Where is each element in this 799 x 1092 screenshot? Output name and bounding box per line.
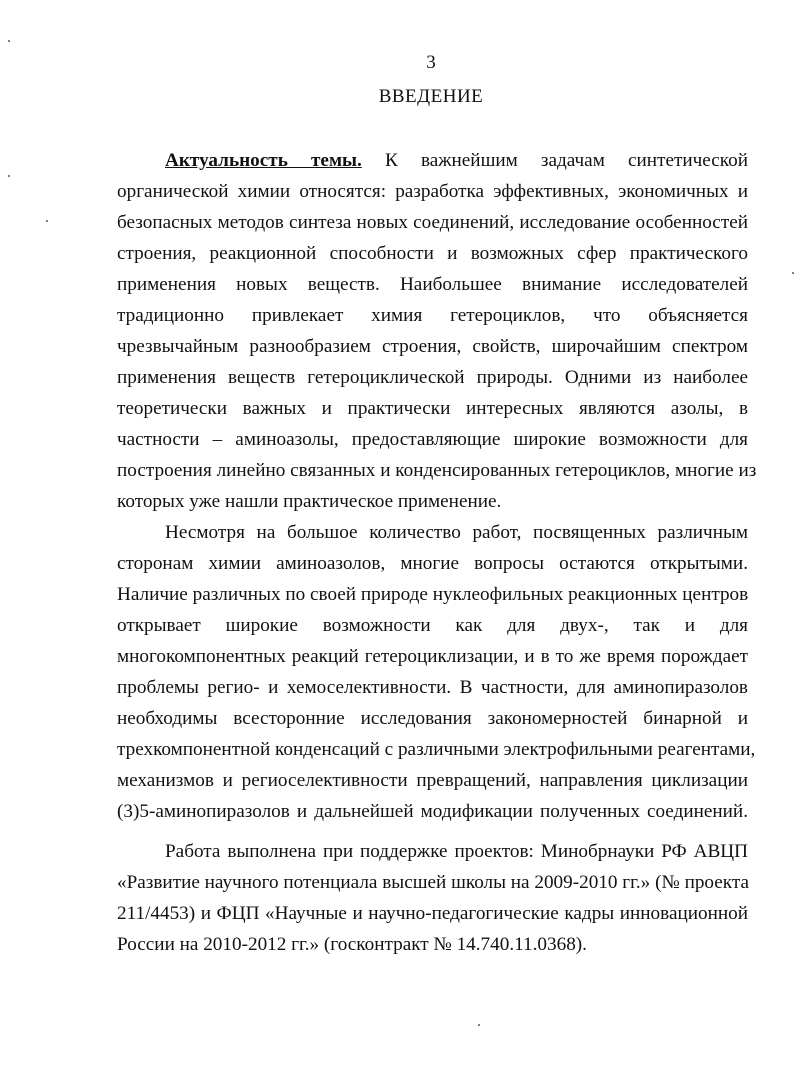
topic-relevance-label: Актуальность темы. <box>165 150 362 171</box>
paragraph-1-line-1: Актуальность темы. К важнейшим задачам синтетической <box>165 150 748 171</box>
paragraph-1-line-4: строения, реакционной способности и возможных сфер практического <box>117 243 748 264</box>
paragraph-2-line-5: многокомпонентных реакций гетероциклизации, и в то же время порождает <box>117 646 748 667</box>
paragraph-2-line-6: проблемы регио- и хемоселективности. В частности, для аминопиразолов <box>117 677 748 698</box>
paragraph-3-line-2: «Развитие научного потенциала высшей школы на 2009-2010 гг.» (№ проекта <box>117 872 749 893</box>
paragraph-1-line-11: построения линейно связанных и конденсированных гетероциклов, многие из <box>117 460 757 481</box>
paragraph-1-line-9: теоретически важных и практически интересных являются азолы, в <box>117 398 748 419</box>
paragraph-3-line-1: Работа выполнена при поддержке проектов: Минобрнауки РФ АВЦП <box>165 841 748 862</box>
paragraph-2-line-10: (3)5-аминопиразолов и дальнейшей модификации полученных соединений. <box>117 801 748 822</box>
paragraph-2-line-7: необходимы всесторонние исследования закономерностей бинарной и <box>117 708 748 729</box>
paragraph-2-line-8: трехкомпонентной конденсаций с различными электрофильными реагентами, <box>117 739 756 760</box>
paragraph-1-line-5: применения новых веществ. Наибольшее внимание исследователей <box>117 274 748 295</box>
paragraph-2-line-9: механизмов и региоселективности превращений, направления циклизации <box>117 770 748 791</box>
scan-speck <box>792 272 794 274</box>
paragraph-3-line-4: России на 2010-2012 гг.» (госконтракт № 14.740.11.0368). <box>117 934 587 955</box>
paragraph-1-line-12: которых уже нашли практическое применение. <box>117 491 502 512</box>
scan-speck <box>8 40 10 42</box>
scan-speck <box>8 175 10 177</box>
paragraph-1-line-8: применения веществ гетероциклической природы. Одними из наиболее <box>117 367 748 388</box>
paragraph-1-line-2: органической химии относятся: разработка эффективных, экономичных и <box>117 181 748 202</box>
paragraph-1-line-7: чрезвычайным разнообразием строения, свойств, широчайшим спектром <box>117 336 748 357</box>
page-number: 3 <box>426 52 436 73</box>
paragraph-2-line-2: сторонам химии аминоазолов, многие вопросы остаются открытыми. <box>117 553 748 574</box>
section-heading: ВВЕДЕНИЕ <box>378 86 484 107</box>
paragraph-3-line-3: 211/4453) и ФЦП «Научные и научно-педагогические кадры инновационной <box>117 903 748 924</box>
paragraph-2-line-1: Несмотря на большое количество работ, посвященных различным <box>165 522 748 543</box>
paragraph-2-line-3: Наличие различных по своей природе нуклеофильных реакционных центров <box>117 584 749 605</box>
paragraph-1-line-6: традиционно привлекает химия гетероциклов, что объясняется <box>117 305 748 326</box>
paragraph-1-line-3: безопасных методов синтеза новых соединений, исследование особенностей <box>117 212 748 233</box>
scan-speck <box>46 220 48 222</box>
paragraph-1-line-10: частности – аминоазолы, предоставляющие широкие возможности для <box>117 429 748 450</box>
paragraph-2-line-4: открывает широкие возможности как для двух-, так и для <box>117 615 748 636</box>
scan-speck <box>478 1024 480 1026</box>
